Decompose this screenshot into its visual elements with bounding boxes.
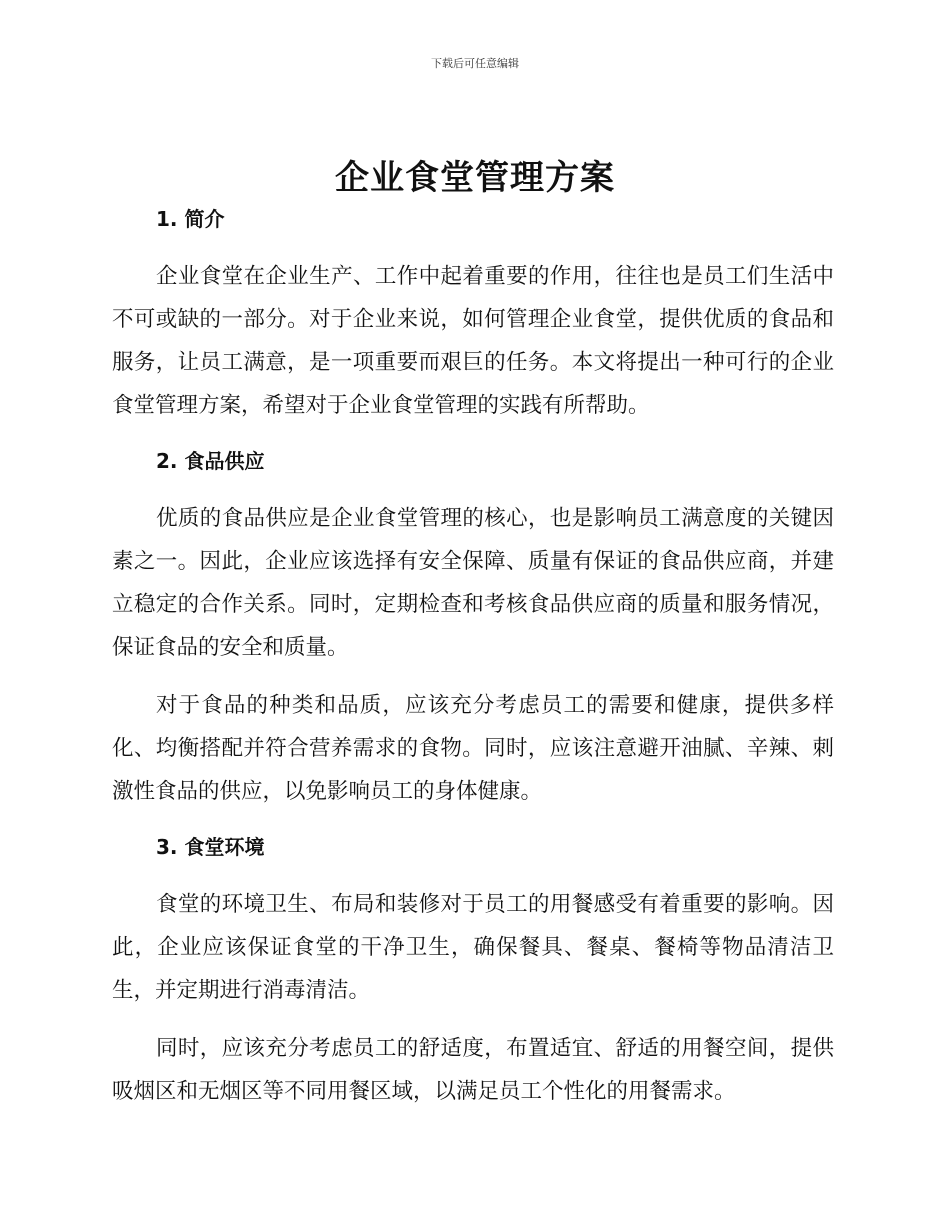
paragraph: 优质的食品供应是企业食堂管理的核心，也是影响员工满意度的关键因素之一。因此，企业应该选择有安全保障、质量有保证的食品供应商，并建立稳定的合作关系。同时，定期检查和考核食品供应商的质量和服务情况，保证食品的安全和质量。: [112, 506, 834, 660]
paragraph: 食堂的环境卫生、布局和装修对于员工的用餐感受有着重要的影响。因此，企业应该保证食堂的干净卫生，确保餐具、餐桌、餐椅等物品清洁卫生，并定期进行消毒清洁。: [112, 892, 834, 1003]
section-heading: 2. 食品供应: [156, 449, 265, 473]
header-note: 下载后可任意编辑: [431, 57, 519, 70]
paragraph: 同时，应该充分考虑员工的舒适度，布置适宜、舒适的用餐空间，提供吸烟区和无烟区等不同用餐区域，以满足员工个性化的用餐需求。: [112, 1036, 834, 1104]
section-canteen-environment: [112, 831, 834, 1113]
paragraph: 企业食堂在企业生产、工作中起着重要的作用，往往也是员工们生活中不可或缺的一部分。对于企业来说，如何管理企业食堂，提供优质的食品和服务，让员工满意，是一项重要而艰巨的任务。本文将提出一种可行的企业食堂管理方案，希望对于企业食堂管理的实践有所帮助。: [112, 264, 834, 418]
document-body: [112, 203, 834, 1113]
paragraph: 对于食品的种类和品质，应该充分考虑员工的需要和健康，提供多样化、均衡搭配并符合营养需求的食物。同时，应该注意避开油腻、辛辣、刺激性食品的供应，以免影响员工的身体健康。: [112, 693, 834, 804]
section-introduction: [112, 203, 834, 427]
document-title: 企业食堂管理方案: [335, 158, 615, 198]
section-heading: 1. 简介: [156, 207, 225, 231]
section-food-supply: [112, 445, 834, 813]
section-heading: 3. 食堂环境: [156, 835, 265, 859]
